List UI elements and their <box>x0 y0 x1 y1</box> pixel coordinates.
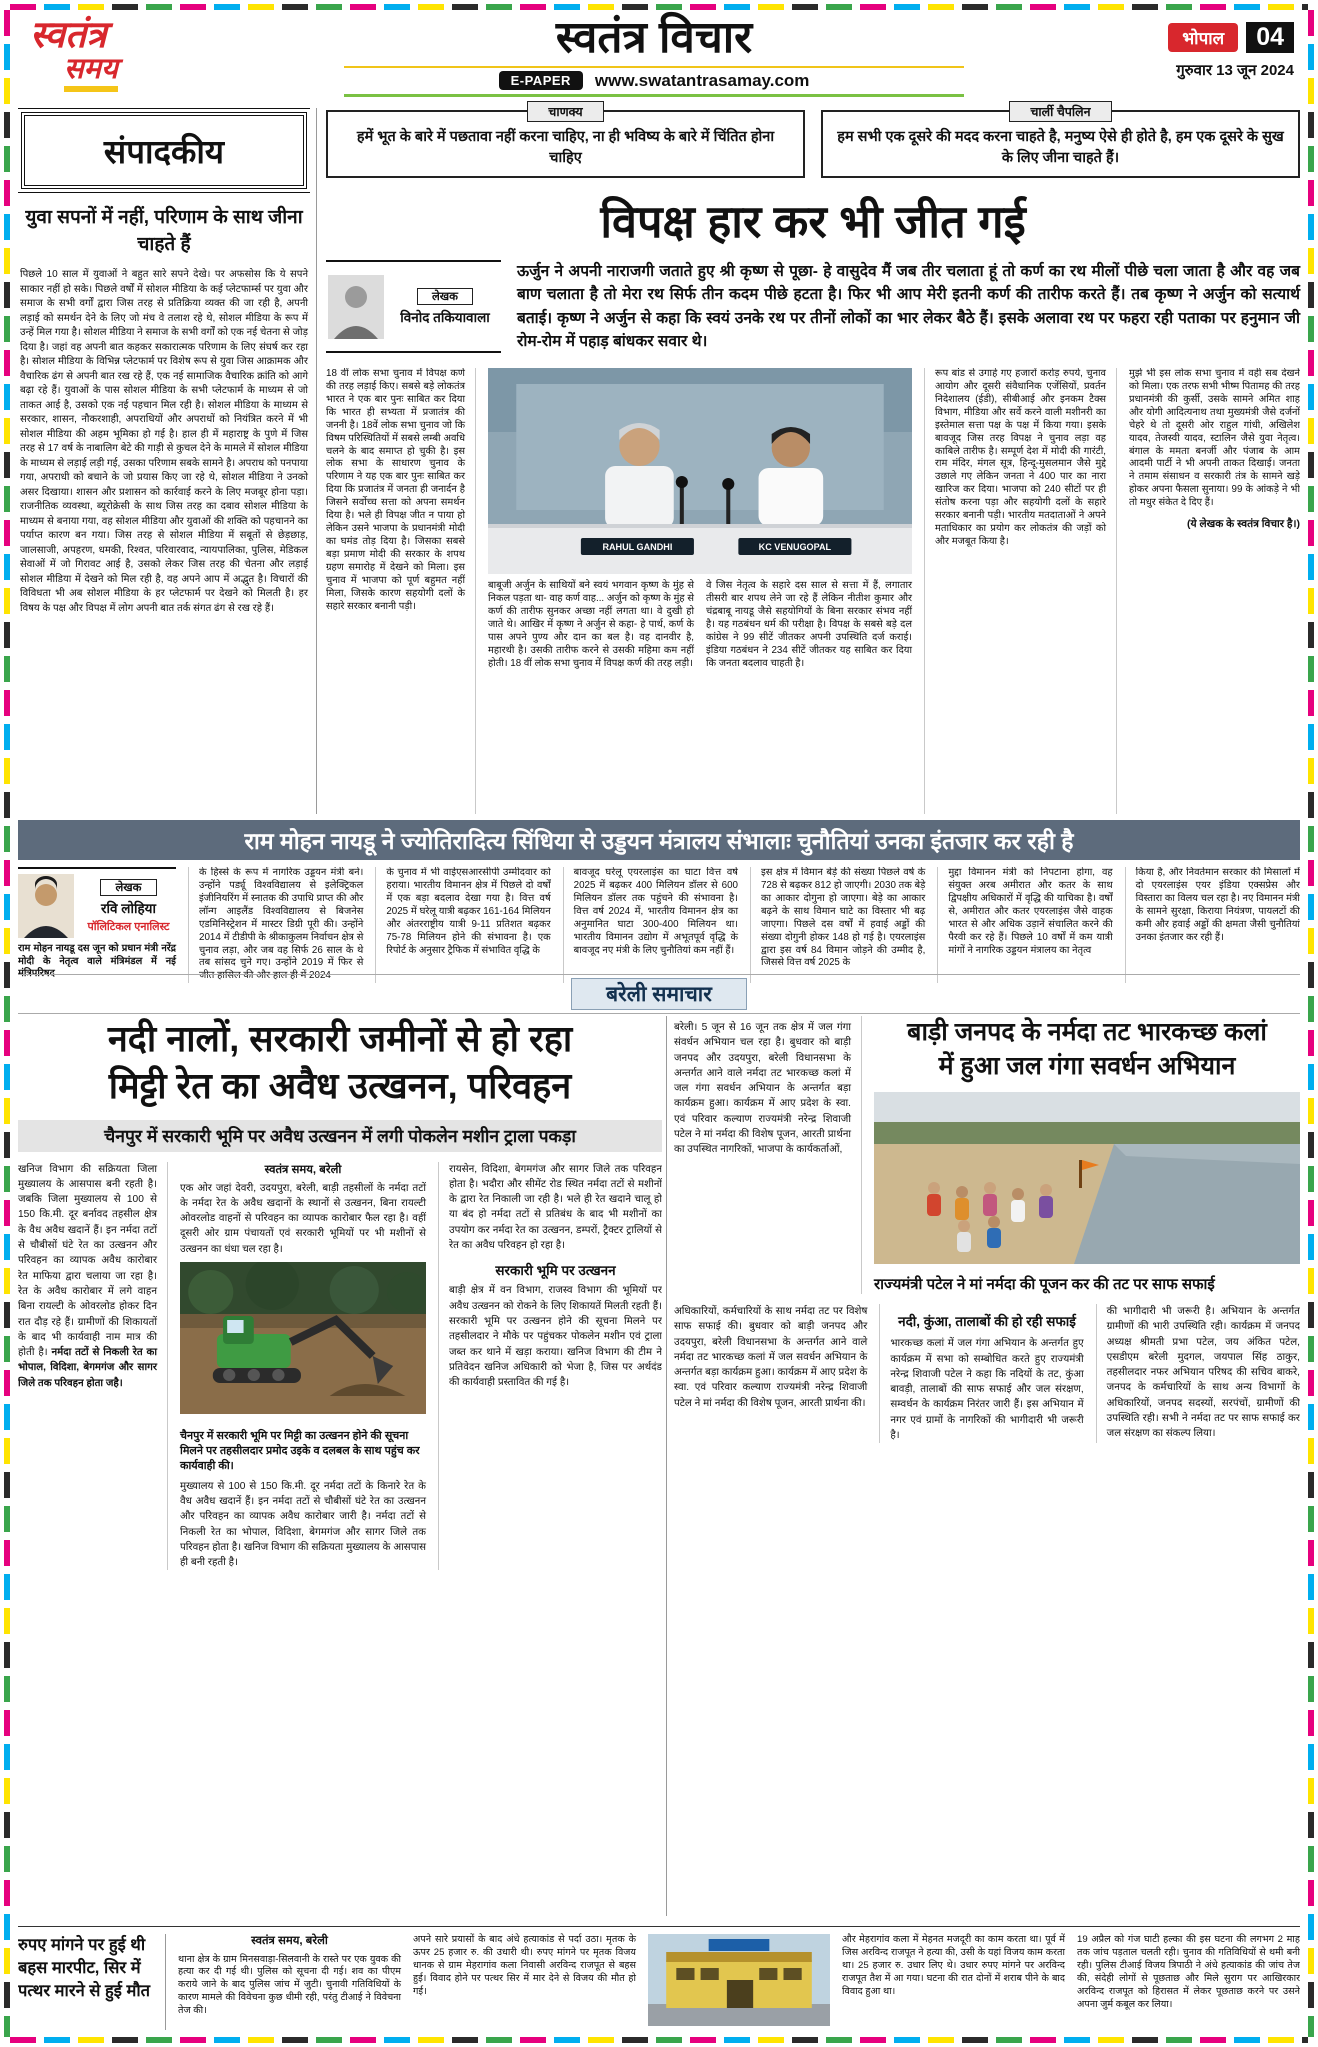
mining-headline-line1: नदी नालों, सरकारी जमीनों से हो रहा <box>107 1018 573 1059</box>
quote-author-label: चाणक्य <box>527 101 603 122</box>
aviation-article <box>18 820 1300 983</box>
excavator-photo-note: चैनपुर में सरकारी भूमि पर मिट्टी का उत्खनन होने की सूचना मिलने पर तहसीलदार प्रमोद उइके व दलबल के साथ पहुंच कर कार्यवाही की। <box>180 1430 420 1472</box>
mining-column-2-top: एक ओर जहां देवरी, उदयपुरा, बरेली, बाड़ी तहसीलों के नर्मदा तटों के नर्मदा रेत के अवैध खदानों के स्थानों से उत्खनन, बिना रायल्टी ओवरलोड वाहनों से परिवहन का व्यापक कारोबार फैल रहा है। वहीं दूसरी ओर ग्राम पंचायतों एवं सरकारी भूमियों पर भी मशीनों से उत्खनन का धंधा चल रहा है। <box>180 1182 426 1255</box>
website-link[interactable]: www.swatantrasamay.com <box>594 70 810 90</box>
lead-center-block <box>488 368 912 814</box>
river-article <box>674 1016 1300 1916</box>
quote-author-label: चार्ली चैपलिन <box>1009 101 1111 122</box>
mining-column-1-text: खनिज विभाग की सक्रियता जिला मुख्यालय के आसपास बनी रहती है। जबकि जिला मुख्यालय से 100 से 150 कि.मी. दूर बर्नावद तहसील क्षेत्र के वैध अवैध खदानें हैं। इन नर्मदा तटों से चौबीसों घंटे रेत का उत्खनन और परिवहन का व्यापक अवैध कारोबार रेत माफिया द्वारा चलाया जा रहा है। रेत के अवैध कारोबार में लगे वाहन बिना रायल्टी के ओवरलोड होकर दिन रात दौड़ रहे हैं। ग्रामीणों की शिकायतों के बाद भी कार्यवाही नाम मात्र की होती है। <box>18 1163 157 1359</box>
river-bank-photo <box>874 1092 1300 1264</box>
crime-column-3: और मेहरागांव कला में मेहनत मजदूरी का काम करता था। पूर्व में जिस अरविन्द राजपूत ने हत्या की, उसी के यहां विजय काम करता था। 25 हजार रु. उधार लिए थे। उधार रुपए मांगने पर अरविन्द राजपूत तैश में आ गया। घटना की रात दोनों में शराब पीने के बाद विवाद हुआ था। <box>842 1934 1065 1997</box>
bareli-section-title: बरेली समाचार <box>571 978 747 1010</box>
quote-chaplin <box>821 105 1300 178</box>
river-headline-line1: बाड़ी जनपद के नर्मदा तट भारकच्छ कलां <box>907 1018 1267 1046</box>
edition-badge: भोपाल <box>1168 23 1238 52</box>
river-column-3-text: भारकच्छ कलां में जल गंगा अभियान के अन्तर्गत हुए कार्यक्रम में सभा को सम्बोधित करते हुए राज्यमंत्री नरेन्द्र शिवाजी पटेल ने कहा कि नदियों के तट, कुंआ बावड़ी, तालाबों की साफ सफाई और जल संरक्षण, सम्वर्धन के कार्यक्रम निरंतर जारी हैं। इस अभियान में नगर एवं ग्रामों के नागरिकों की भागीदारी भी जरूरी है। <box>890 1338 1084 1442</box>
aviation-column-6: किया है, और निवर्तमान सरकार की मिसालों में दो एयरलाइंस एयर इंडिया एक्सप्रेस और विस्तारा का विलय चल रहा है। नए विमानन मंत्री के सामने सुरक्षा, किराया नियंत्रण, पायलटों की कमी और हवाई अड्डों की क्षमता जैसी चुनौतियां उनका इंतजार कर रही हैं। <box>1125 867 1300 983</box>
aviation-column-2: के चुनाव में भी वाईएसआरसीपी उम्मीदवार को हराया। भारतीय विमानन क्षेत्र में पिछले दो वर्षों में एक बड़ा बदलाव देखा गया है। वित्त वर्ष 2025 में घरेलू यात्री बढ़कर 161-164 मिलियन और अंतरराष्ट्रीय यात्री 9-11 प्रतिशत बढ़कर 75-78 मिलियन होने की संभावना है। एक रिपोर्ट के अनुसार ट्रैफिक में संभावित वृद्धि के <box>375 867 550 983</box>
author-name: रवि लोहिया <box>101 900 156 916</box>
quote-text: हम सभी एक दूसरे की मदद करना चाहते है, मनुष्य ऐसे ही होते है, हम एक दूसरे के सुख के लिए जीना चाहते हैं। <box>837 129 1284 167</box>
crime-column-4: 19 अप्रैल को गंज घाटी हल्का की इस घटना की लगभग 2 माह तक जांच पड़ताल चलती रही। चुनाव की गतिविधियों से थमी बनी रही। पुलिस टीआई विजय त्रिपाठी ने अंधे हत्याकांड की जांच तेज की, संदेही लोगों से पूछताछ और मिले सुराग पर आखिरकार अरविन्द राजपूत को हिरासत में लेकर पूछताछ करने पर उसने अपना जुर्म कबूल कर लिया। <box>1077 1934 1300 2010</box>
mining-column-3 <box>438 1162 662 1571</box>
press-conference-photo <box>488 368 912 574</box>
river-column-3 <box>879 1304 1083 1443</box>
lead-column-4: रूप बांड से उगाहे गए हजारों करोड़ रुपये, चुनाव आयोग और दूसरी संवैधानिक एजेंसियों, प्रवर्तन निदेशालय (ईडी), सीबीआई और इनकम टैक्स विभाग, मीडिया और सर्वे करने वाली मशीनरी का इस्तेमाल सत्ता पक्ष के पक्ष में किया गया। इसके बावजूद जिस तरह विपक्ष ने चुनाव लड़ा वह काबिले तारीफ है। सम्पूर्ण देश में मोदी की गारंटी, राम मंदिर, मंगल सूत्र, हिन्दू-मुसलमान जैसे मुद्दे उछाले गए लेकिन जनता ने 400 पार का नारा खारिज कर दिया। भाजपा को 240 सीटों पर ही संतोष करना पड़ा और सहयोगी दलों के सहारे सरकार बनानी पड़ी। भारतीय मतदाताओं ने अपने मताधिकार का प्रयोग कर लोकतंत्र की जड़ों को और मजबूत किया है। <box>924 368 1117 814</box>
left-color-dash-border <box>4 10 10 2037</box>
logo-line2: समय <box>64 53 118 92</box>
crime-column-2: अपने सारे प्रयासों के बाद अंधे हत्याकांड से पर्दा उठा। मृतक के ऊपर 25 हजार रु. की उधारी थी। रुपए मांगने पर मृतक विजय धानक से ग्राम मेहरागांव कला निवासी अरविन्द राजपूत से बहस हुई। विवाद होने पर पत्थर सिर में मार देने से विजय की मौत हो गई। <box>413 1934 636 1997</box>
lead-column-1: 18 वीं लोक सभा चुनाव में विपक्ष कर्ण की तरह लड़ाई किए। सबसे बड़े लोकतंत्र भारत ने एक बार पुनः साबित कर दिया कि भारत ही सभ्यता में प्रजातंत्र की जननी है। 18वें लोक सभा चुनाव जो कि विषम परिस्थितियों में सबसे लम्बी अवधि चलने के बाद समाप्त हो चुकी है। इस लोक सभा के साधारण चुनाव के परिणाम ने यह एक बार पुनः साबित कर दिया कि प्रजातंत्र में जनता ही जनार्दन है जिसने सर्वोच्च सत्ता को अपना समर्थन दिया है। भले ही विपक्ष जीत न पाया हो लेकिन उसने भाजपा के प्रधानमंत्री मोदी का घमंड तोड़ दिया है। जिसका सबसे बड़ा प्रमाण मोदी की सरकार के शपथ ग्रहण समारोह में देखने को मिला। इस चुनाव में भाजपा को पूर्ण बहुमत नहीं मिला, जिसके कारण सहयोगी दलों के सहारे सरकार बनानी पड़ी। <box>326 368 476 814</box>
author-label: लेखक <box>100 879 156 896</box>
aviation-column-1: के हिस्से के रूप में नागरिक उड्डयन मंत्री बने। उन्होंने पर्ड्यू विश्वविद्यालय से इलेक्ट्रिकल इंजीनियरिंग में स्नातक की उपाधि प्राप्त की और लॉन्ग आइलैंड विश्वविद्यालय से बिजनेस एडमिनिस्ट्रेशन में मास्टर डिग्री पूरी की। उन्होंने 2014 में टीडीपी के श्रीकाकुलम निर्वाचन क्षेत्र से चुनाव लड़ा, और जब वह सिर्फ 26 साल के थे तब सांसद चुने गए। उन्होंने 2019 में फिर से जीत हासिल की और हाल ही में 2024 <box>188 867 363 983</box>
mining-column-2-bottom: मुख्यालय से 100 से 150 कि.मी. दूर नर्मदा तटों के किनारे रेत के वैध अवैध खदानें हैं। इन नर्मदा तटों से चौबीसों घंटे रेत का उत्खनन और परिवहन का व्यापक अवैध कारोबार जारी है। नर्मदा तटों से निकली रेत का भोपाल, विदिशा, बेगमगंज और सागर जिले तक परिवहन होता है। खनिज विभाग की सक्रियता मुख्यालय के आसपास ही बनी रहती है। <box>180 1480 426 1569</box>
excavator-photo <box>180 1262 426 1414</box>
river-photo-caption: राज्यमंत्री पटेल ने मां नर्मदा की पूजन कर की तट पर साफ सफाई <box>874 1275 1215 1293</box>
river-headline-line2: में हुआ जल गंगा सवर्धन अभियान <box>938 1051 1236 1080</box>
river-crosshead: नदी, कुंआ, तालाबों की हो रही सफाई <box>898 1314 1076 1329</box>
newspaper-logo <box>30 16 200 92</box>
author-label: लेखक <box>417 288 473 305</box>
page-title: स्वतंत्र विचार <box>555 13 753 62</box>
bottom-color-dash-border <box>10 2037 1308 2043</box>
nameplate-left: RAHUL GANDHI <box>602 542 673 552</box>
masthead-right <box>1044 22 1294 80</box>
mining-article <box>18 1016 662 1916</box>
aviation-column-3: बावजूद घरेलू एयरलाइंस का घाटा वित्त वर्ष 2025 में बढ़कर 400 मिलियन डॉलर से 600 मिलियन डॉलर तक पहुंचने की संभावना है। वित्त वर्ष 2024 में, भारतीय विमानन क्षेत्र का अनुमानित घाटा 300-400 मिलियन था। भारतीय विमानन उद्योग में अभूतपूर्व वृद्धि के बावजूद नए मंत्री के लिए चुनौतियां कम नहीं हैं। <box>563 867 738 983</box>
mining-column-3-bottom: बाड़ी क्षेत्र में वन विभाग, राजस्व विभाग की भूमियों पर अवैध उत्खनन को रोकने के लिए शिकायतें मिलती रहती हैं। सरकारी भूमि पर उत्खनन होने की सूचना मिलने पर तहसीलदार ने मौके पर पहुंचकर पोकलेन मशीन एवं ट्राला जब्त कर थाने में खड़ा कराया। खनिज विभाग की टीम ने प्रतिवेदन खनिज अधिकारी को भेजा है, जिस पर अर्थदंड की कार्यवाही प्रस्तावित की गई है। <box>449 1285 662 1389</box>
lead-article-body <box>326 368 1300 814</box>
masthead-center <box>344 14 964 97</box>
aviation-headline: राम मोहन नायडू ने ज्योतिरादित्य सिंधिया से उड्डयन मंत्रालय संभालाः चुनौतियां उनका इंतजार कर रही है <box>18 820 1300 860</box>
aviation-column-5: मुद्दा विमानन मंत्री को निपटाना होगा, वह संयुक्त अरब अमीरात और कतर के साथ द्विपक्षीय अधिकारों में वृद्धि की याचिका है। वर्षों से, अमीरात और कतर एयरलाइंस जैसे वाहक भारत से और अधिक उड़ानें संचालित करने की पैरवी कर रहे हैं। पिछले 10 वर्षों में कम यात्री मांगों ने नागरिक उड्डयन मंत्रालय का नेतृत्व <box>937 867 1112 983</box>
mining-column-2 <box>180 1162 426 1571</box>
river-right-block <box>874 1016 1300 1294</box>
date-line: गुरुवार 13 जून 2024 <box>1176 62 1294 79</box>
epaper-bar <box>344 66 964 97</box>
lead-column-5 <box>1129 368 1300 814</box>
river-column-4: की भागीदारी भी जरूरी है। अभियान के अन्तर्गत ग्रामीणों की भारी उपस्थिति रही। कार्यक्रम में जनपद अध्यक्ष श्रीमती प्रभा पटेल, जय अंकित पटेल, एसडीएम बरेली मुदगल, जयपाल सिंह ठाकुर, तहसीलदार नफर अभियान परिषद की सचिव बाकरे, जनपद के कर्मचारियों के साथ अन्य विभागों के अधिकारियों, जनपद सदस्यों, सरपंचों, ग्रामीणों की उपस्थिति रही। सभी ने नर्मदा तट पर साफ सफाई कर जल संरक्षण का संकल्प लिया। <box>1096 1304 1300 1443</box>
top-color-dash-border <box>10 4 1308 10</box>
author-portrait <box>18 874 74 938</box>
lead-column-2a: बाबूजी अर्जुन के साथियों बने स्वयं भगवान कृष्ण के मुंह से निकल पड़ता था- वाह कर्ण वाह... अर्जुन को कृष्ण के मुंह से कर्ण की तारीफ सुनकर अच्छा नहीं लगता था। वे दुखी हो जाते थे। आखिर में कृष्ण ने अर्जुन से कहा- हे पार्थ, कर्ण के पास अपने पुण्य और दान का बल है। वह दानवीर है, महारथी है। उसकी तारीफ करने से उसकी महिमा कम नहीं होती। 18 वीं लोक सभा चुनाव में विपक्ष कर्ण की तरह लड़ी। <box>488 580 694 669</box>
aviation-intro-note: राम मोहन नायडू दस जून को प्रधान मंत्री नरेंद्र मोदी के नेतृत्व वाले मंत्रिमंडल में नई मंत्रिपरिषद <box>18 943 176 980</box>
river-column-2: अधिकारियों, कर्मचारियों के साथ नर्मदा तट पर विशेष साफ सफाई की। बुधवार को बाड़ी जनपद और उदयपुरा, बरेली विधानसभा के अन्तर्गत आने वाले नर्मदा तट भारकच्छ कलां में जल सवर्धन अभियान के अन्तर्गत बड़ा कार्यक्रम हुआ। कार्यक्रम में आए प्रदेश के स्वा. एवं परिवार कल्याण राज्यमंत्री नरेन्द्र शिवाजी पटेल ने मां नर्मदा की विशेष पूजन, आरती प्रार्थना की। <box>674 1306 868 1409</box>
author-name: विनोद तकियावाला <box>400 309 490 325</box>
lead-column-2b: वे जिस नेतृत्व के सहारे दस साल से सत्ता में हैं, लगातार तीसरी बार शपथ लेने जा रहे हैं लेकिन नीतीश कुमार और चंद्रबाबू नायडू जैसे सहयोगियों के बिना सरकार संभव नहीं है। यह गठबंधन धर्म की परीक्षा है। विपक्ष के सबसे बड़े दल कांग्रेस ने 99 सीटें जीतकर अपनी उपस्थिति दर्ज कराई। इंडिया गठबंधन ने 234 सीटें जीतकर यह साबित कर दिया कि जनता बदलाव चाहती है। <box>706 580 912 669</box>
police-station-photo <box>648 1934 830 2026</box>
mining-column-3-top: रायसेन, विदिशा, बेगमगंज और सागर जिले तक परिवहन होता है। भदौरा और सीमेंट रोड स्थित नर्मदा तटों से मशीनों के द्वारा रेत निकाली जा रही है। भले ही रेत खदाने चालू हो या बंद हो नर्मदा तटों से प्रतिबंध के बाद भी मशीनों का उपयोग कर नर्मदा रेत का उत्खनन, डम्परों, ट्रैक्टर ट्रालियों से रेत का अवैध परिवहन हो रहा है। <box>449 1163 662 1252</box>
lead-endnote: (ये लेखक के स्वतंत्र विचार है।) <box>1186 518 1300 531</box>
mining-headline-line2: मिट्टी रेत का अवैध उत्खनन, परिवहन <box>108 1064 572 1106</box>
crime-article <box>18 1926 1300 2030</box>
editorial-headline: युवा सपनों में नहीं, परिणाम के साथ जीना चाहते हैं <box>25 207 303 255</box>
bareli-section-band <box>18 974 1300 1014</box>
editorial-section-title: संपादकीय <box>21 112 307 189</box>
lead-byline-row <box>326 260 1300 353</box>
column-rule <box>316 108 317 814</box>
page-number: 04 <box>1246 22 1294 53</box>
mining-column-1 <box>18 1162 168 1571</box>
column-rule <box>666 1016 667 1916</box>
aviation-author-box <box>18 867 176 983</box>
lead-headline: विपक्ष हार कर भी जीत गई <box>600 196 1026 247</box>
author-title: पॉलिटिकल एनालिस्ट <box>87 921 170 934</box>
mining-crosshead: सरकारी भूमि पर उत्खनन <box>495 1263 616 1279</box>
dateline: स्वतंत्र समय, बरेली <box>264 1163 342 1176</box>
river-lead-column: बरेली। 5 जून से 16 जून तक क्षेत्र में जल गंगा संवर्धन अभियान चल रहा है। बुधवार को बाड़ी जनपद और उदयपुरा, बरेली विधानसभा के अन्तर्गत आने वाले नर्मदा तट भारकच्छ कलां में जल गंगा सवर्धन अभियान के अन्तर्गत बड़ा कार्यक्रम हुआ। कार्यक्रम में आए प्रदेश के स्वा. एवं परिवार कल्याण राज्यमंत्री नरेन्द्र शिवाजी पटेल ने मां नर्मदा की विशेष पूजन, आरती प्रार्थना का उपस्थित नागरिकों, भाजपा के कार्यकर्ताओं, <box>674 1016 862 1294</box>
mining-headline <box>18 1016 662 1110</box>
crime-column-1 <box>178 1934 401 2030</box>
crime-column-1-text: थाना क्षेत्र के ग्राम मिनसवाड़ा-सिलवानी के रास्ते पर एक युवक की हत्या कर दी गई थी। पुलिस को सूचना दी गई। शव का पीएम कराये जाने के बाद पुलिस जांच में जुटी। चुनावी गतिविधियों के कारण मामले की विवेचना कुछ धीमी रही, परंतु टीआई ने विवेचना तेज की। <box>178 1953 401 2017</box>
mining-subhead: चैनपुर में सरकारी भूमि पर अवैध उत्खनन में लगी पोकलेन मशीन ट्राला पकड़ा <box>18 1120 662 1152</box>
dateline: स्वतंत्र समय, बरेली <box>251 1935 328 1947</box>
lead-author-box <box>326 260 501 353</box>
crime-headline: रुपए मांगने पर हुई थी बहस मारपीट, सिर में पत्थर मारने से हुई मौत <box>18 1934 166 2030</box>
aviation-column-4: इस क्षेत्र में विमान बेड़े की संख्या पिछले वर्ष के 728 से बढ़कर 812 हो जाएगी। 2030 तक बेड़े का आकार दोगुना हो जाएगा। बेड़े का आकार बढ़ने के साथ विमान घाटे का विस्तार भी बढ़ जाएगा। पिछले दस वर्षों में हवाई अड्डों की संख्या दोगुनी होकर 148 हो गई है। एयरलाइंस द्वारा इस वर्ष 84 विमान जोड़ने की उम्मीद है, जिससे वित्त वर्ष 2025 के <box>750 867 925 983</box>
nameplate-right: KC VENUGOPAL <box>758 542 832 552</box>
river-headline <box>874 1016 1300 1084</box>
mining-column-1-bold: नर्मदा तटों से निकली रेत का भोपाल, विदिशा, बेगमगंज और सागर जिले तक परिवहन होता जहै। <box>18 1347 157 1389</box>
quote-text: हमें भूत के बारे में पछतावा नहीं करना चाहिए, ना ही भविष्य के बारे में चिंतित होना चाहिए <box>356 129 775 167</box>
logo-line1: स्वतंत्र <box>30 14 107 55</box>
lead-intro: ऊर्जुन ने अपनी नाराजगी जताते हुए श्री कृष्ण से पूछा- हे वासुदेव मैं जब तीर चलाता हूं तो कर्ण का रथ मीलों पीछे चला जाता है और वह जब बाण चलाता है तो मेरा रथ सिर्फ तीन कदम पीछे हटता है। फिर भी आप मेरी इतनी कर्ण की तारीफ करते हैं। तब कृष्ण ने अर्जुन को सत्यार्थ बताई। कृष्ण ने अर्जुन से कहा कि स्वयं उनके रथ पर तीनों लोकों का भार लेकर बैठे हैं। इसके अलावा रथ पर फहरा रही पताका पर हनुमान जी रोम-रोम में पहाड़ बांधकर सवार थे। <box>517 263 1300 350</box>
author-portrait <box>328 275 384 339</box>
masthead <box>24 14 1294 104</box>
quote-chanakya <box>326 105 805 178</box>
right-color-dash-border <box>1308 10 1314 2037</box>
editorial-column <box>18 108 310 816</box>
epaper-badge: E-PAPER <box>499 71 583 90</box>
quotes-row <box>326 105 1300 178</box>
editorial-body: पिछले 10 साल में युवाओं ने बहुत सारे सपने देखे। पर अफसोस कि ये सपने साकार नहीं हो सके। पिछले वर्षों में सोशल मीडिया के कई प्लेटफार्म्स पर युवा और समाज के सभी वर्गों द्वारा जिस तरह से प्रतिक्रिया व्यक्त की जा रही है, अपनी लड़ाई को समर्थन देने के लिए जो मंच वे तलाश रहे थे, सोशल मीडिया के रूप में उन्हें मिल गया है। सोशल मीडिया ने समाज के सभी वर्गों को एक नई चेतना से जोड़ दिया है। जहां वह अपनी बात कहकर सकारात्मक परिणाम के लिए संघर्ष कर रहा है। सोशल मीडिया के विभिन्न प्लेटफार्म पर विशेष रूप से युवा जिस आक्रामक और वैचारिक ढंग से अपनी बात रख रहे हैं, एक नई सामाजिक वैचारिक क्रांति को आगे बढ़ा रहे हैं। युवाओं के पास सोशल मीडिया के सभी प्लेटफार्म के माध्यम से जो ताकत आई है, उसको एक नई पहचान मिल रही है। सोशल मीडिया के माध्यम से सरकार, शासन, नौकरशाही, अपराधियों और अपराधों को नियंत्रित करने में भी सोशल मीडिया की अहम भूमिका हो गई है। हाल ही में महाराष्ट्र के पुणे में जिस तरह से 17 वर्ष के नाबालिग बेटे की गाड़ी से कुचल देने के मामले में सोशल मीडिया के माध्यम से लड़ाई लड़ी गई, उसका परिणाम सबके सामने है। अपराध को पनपाया गया, अपराधी को बचाने के जो प्रयास किए जा रहे थे, सोशल मीडिया ने उनको असर दिखाया। शासन और प्रशासन को कार्रवाई करने के लिए मजबूर होना पड़ा। राजनीतिक व्यवस्था, ब्यूरोक्रेसी के साथ जिस तरह का दबाव सोशल मीडिया के माध्यम से बनाया गया, वह सोशल मीडिया और युवाओं की शक्ति को पहचानने का पर्याप्त कारण बन गया। जिस तरह से सोशल मीडिया में सबूतों से छेड़छाड़, जालसाजी, अपहरण, धमकी, रिश्वत, परिवारवाद, न्यायपालिका, पुलिस, मेडिकल सेवाओं में जो गिरावट आई है, उसको लेकर जिस तरह की चेतना और लड़ाई सोशल मीडिया में देखने को मिल रही है, वह अपने आप में अद्भुत है। विचारों की विविधता भी अब सोशल मीडिया के हर प्लेटफार्म पर देखने को मिलती है। हर विषय के पक्ष और विपक्ष में लोग अपनी बात तर्क संगत ढंग से रख रहे हैं। <box>20 269 308 614</box>
lead-column-5-text: मुझे भी इस लोक सभा चुनाव में वही सब देखने को मिला। एक तरफ सभी भीष्म पितामह की तरह प्रधानमंत्री की कुर्सी, उसके सामने अमित शाह और योगी आदित्यनाथ तथा मुख्यमंत्री जैसे दर्जनों चेहरे थे तो दूसरी ओर राहुल गांधी, अखिलेश यादव, तेजस्वी यादव, स्टालिन जैसे युवा नेतृत्व। बंगाल के ममता बनर्जी और पंजाब के आम आदमी पार्टी ने भी अपनी ताकत दिखाई। जनता ने तमाम संसाधन व सरकारी तंत्र के सामने खड़े होकर अपना फैसला सुनाया। 99 के आंकड़े ने भी तो मधुर संकेत दे दिए हैं। <box>1129 368 1300 509</box>
